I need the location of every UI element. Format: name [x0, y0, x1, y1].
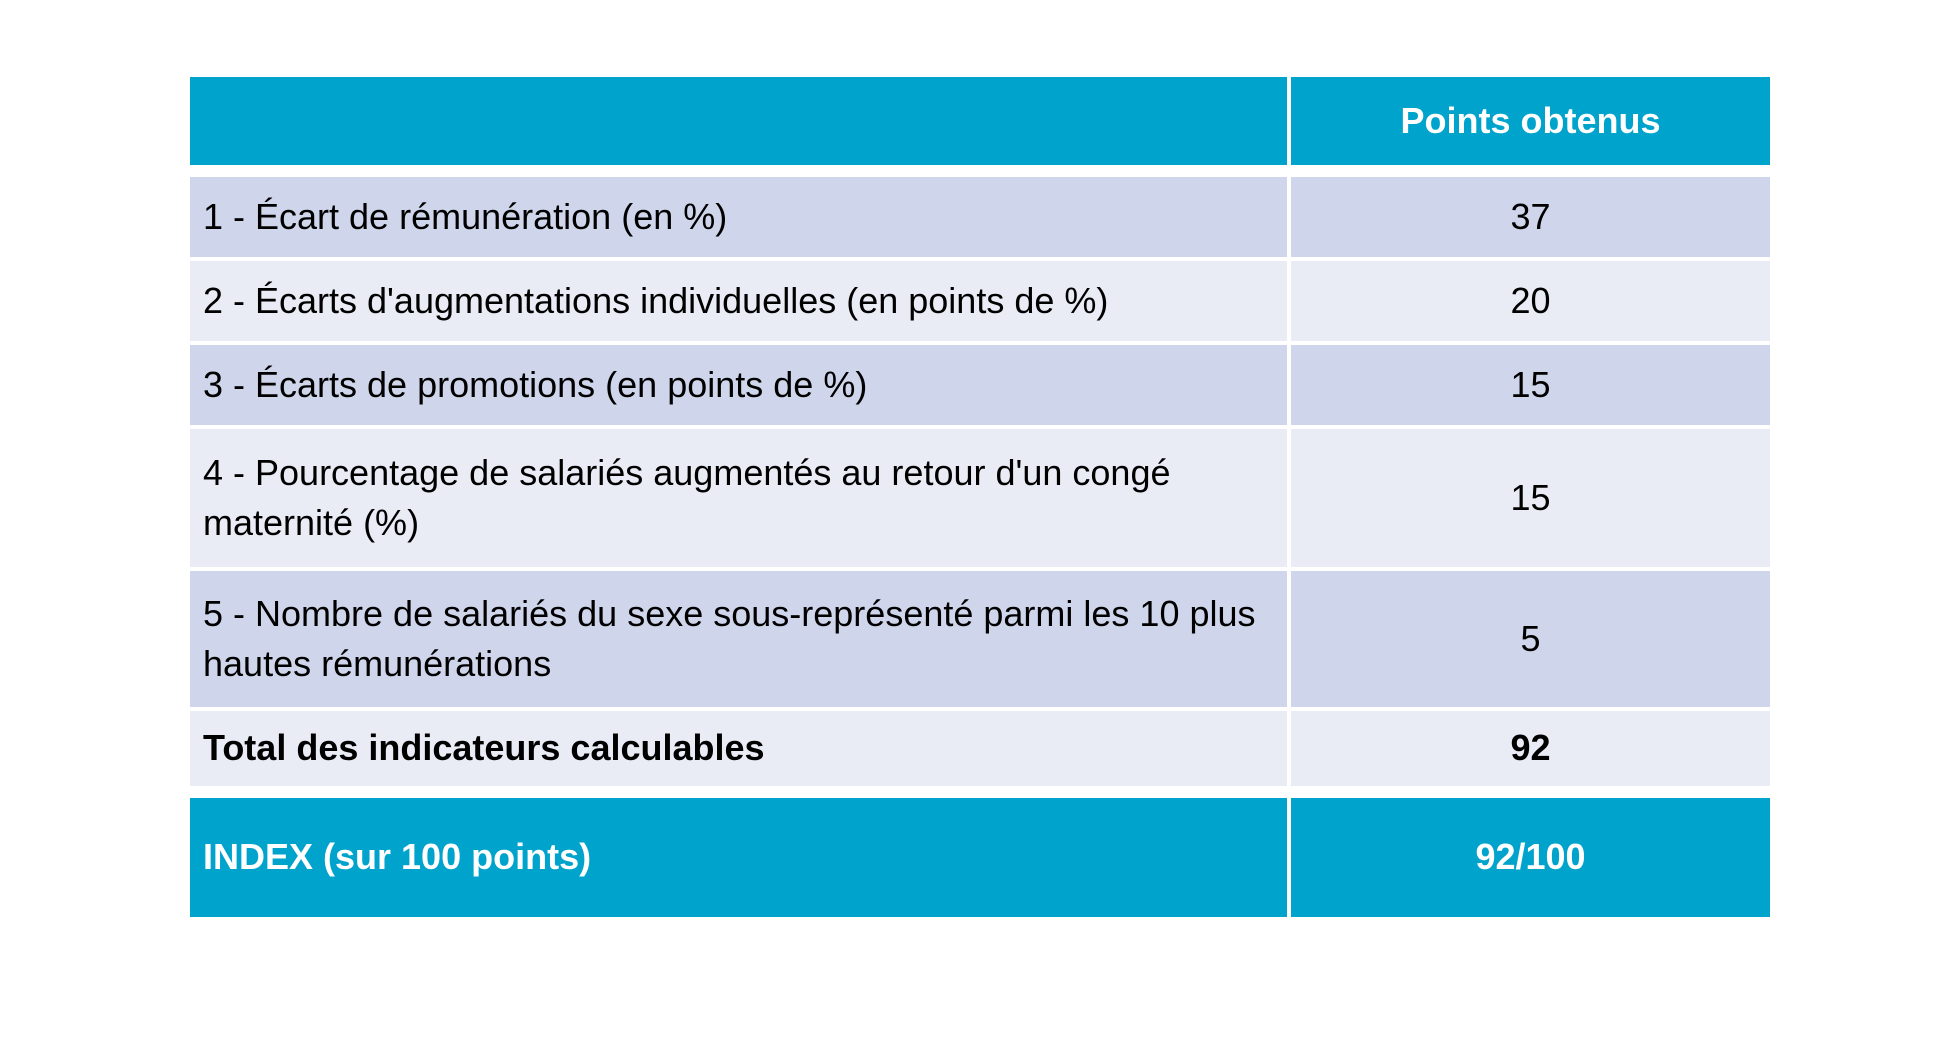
- indicator-label: 2 - Écarts d'augmentations individuelles (en points de %): [190, 261, 1291, 341]
- indicator-label: 5 - Nombre de salariés du sexe sous-représenté parmi les 10 plus hautes rémunérations: [190, 571, 1291, 707]
- indicator-label: 4 - Pourcentage de salariés augmentés au retour d'un congé maternité (%): [190, 429, 1291, 567]
- indicator-points: 20: [1291, 261, 1770, 341]
- indicator-points: 15: [1291, 429, 1770, 567]
- indicator-points: 15: [1291, 345, 1770, 425]
- index-points: 92/100: [1291, 798, 1770, 917]
- indicator-label: 3 - Écarts de promotions (en points de %): [190, 345, 1291, 425]
- indicator-points: 37: [1291, 177, 1770, 257]
- indicator-points: 5: [1291, 571, 1770, 707]
- index-label: INDEX (sur 100 points): [190, 798, 1291, 917]
- header-points-cell: Points obtenus: [1291, 77, 1770, 165]
- indicator-label: 1 - Écart de rémunération (en %): [190, 177, 1291, 257]
- results-table: [190, 77, 1770, 917]
- header-label-cell: [190, 77, 1291, 165]
- total-label: Total des indicateurs calculables: [190, 711, 1291, 786]
- total-points: 92: [1291, 711, 1770, 786]
